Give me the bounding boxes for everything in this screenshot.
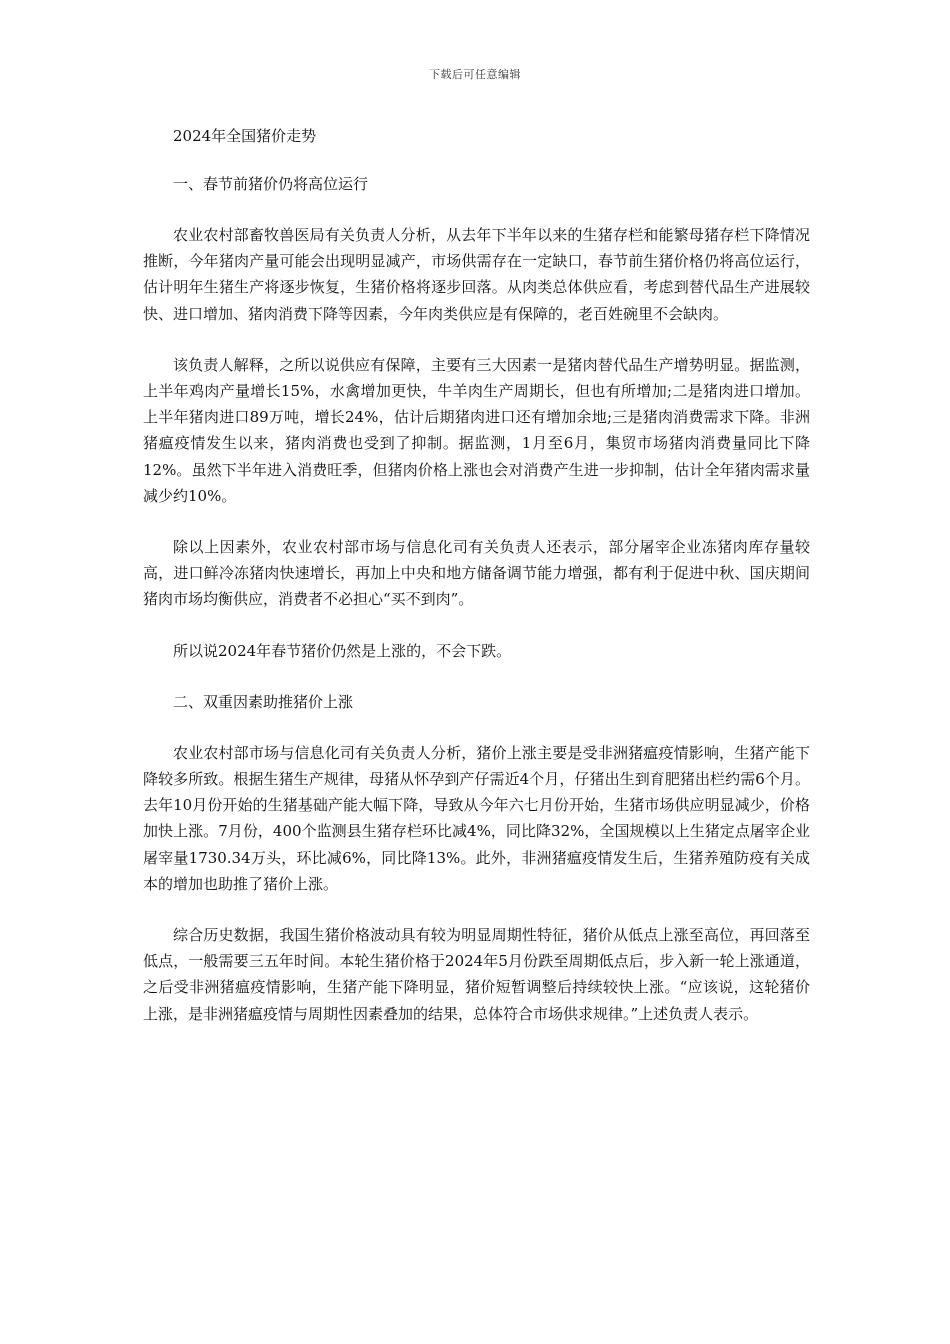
paragraph-6: 综合历史数据，我国生猪价格波动具有较为明显周期性特征，猪价从低点上涨至高位，再回落至低点，一般需要三五年时间。本轮生猪价格于2024年5月份跌至周期低点后，步入新一轮上涨通道，之后受非洲猪瘟疫情影响，生猪产能下降明显，猪价短暂调整后持续较快上涨。“应该说，这轮猪价上涨，是非洲猪瘟疫情与周期性因素叠加的结果，总体符合市场供求规律。”上述负责人表示。 bbox=[143, 926, 810, 1023]
document-body bbox=[143, 124, 810, 1027]
header-note: 下载后可任意编辑 bbox=[429, 68, 521, 81]
document-title: 2024年全国猪价走势 bbox=[173, 127, 317, 145]
section-2-heading: 二、双重因素助推猪价上涨 bbox=[173, 692, 354, 711]
paragraph-4: 所以说2024年春节猪价仍然是上涨的，不会下跌。 bbox=[173, 641, 512, 660]
paragraph-3: 除以上因素外，农业农村部市场与信息化司有关负责人还表示，部分屠宰企业冻猪肉库存量较高，进口鲜冷冻猪肉快速增长，再加上中央和地方储备调节能力增强，都有利于促进中秋、国庆期间猪肉市场均衡供应，消费者不必担心“买不到肉”。 bbox=[143, 538, 810, 609]
section-1-heading: 一、春节前猪价仍将高位运行 bbox=[173, 175, 369, 193]
paragraph-5: 农业农村部市场与信息化司有关负责人分析，猪价上涨主要是受非洲猪瘟疫情影响，生猪产能下降较多所致。根据生猪生产规律，母猪从怀孕到产仔需近4个月，仔猪出生到育肥猪出栏约需6个月。去年10月份开始的生猪基础产能大幅下降，导致从今年六七月份开始，生猪市场供应明显减少，价格加快上涨。7月份，400个监测县生猪存栏环比减4%，同比降32%，全国规模以上生猪定点屠宰企业屠宰量1730.34万头，环比减6%，同比降13%。此外，非洲猪瘟疫情发生后，生猪养殖防疫有关成本的增加也助推了猪价上涨。 bbox=[143, 743, 810, 893]
paragraph-1: 农业农村部畜牧兽医局有关负责人分析，从去年下半年以来的生猪存栏和能繁母猪存栏下降情况推断，今年猪肉产量可能会出现明显减产，市场供需存在一定缺口，春节前生猪价格仍将高位运行，估计明年生猪生产将逐步恢复，生猪价格将逐步回落。从肉类总体供应看，考虑到替代品生产进展较快、进口增加、猪肉消费下降等因素，今年肉类供应是有保障的，老百姓碗里不会缺肉。 bbox=[143, 226, 810, 323]
paragraph-2: 该负责人解释，之所以说供应有保障，主要有三大因素一是猪肉替代品生产增势明显。据监测，上半年鸡肉产量增长15%，水禽增加更快，牛羊肉生产周期长，但也有所增加;二是猪肉进口增加。上半年猪肉进口89万吨，增长24%，估计后期猪肉进口还有增加余地;三是猪肉消费需求下降。非洲猪瘟疫情发生以来，猪肉消费也受到了抑制。据监测，1月至6月，集贸市场猪肉消费量同比下降12%。虽然下半年进入消费旺季，但猪肉价格上涨也会对消费产生进一步抑制，估计全年猪肉需求量减少约10%。 bbox=[143, 355, 810, 505]
